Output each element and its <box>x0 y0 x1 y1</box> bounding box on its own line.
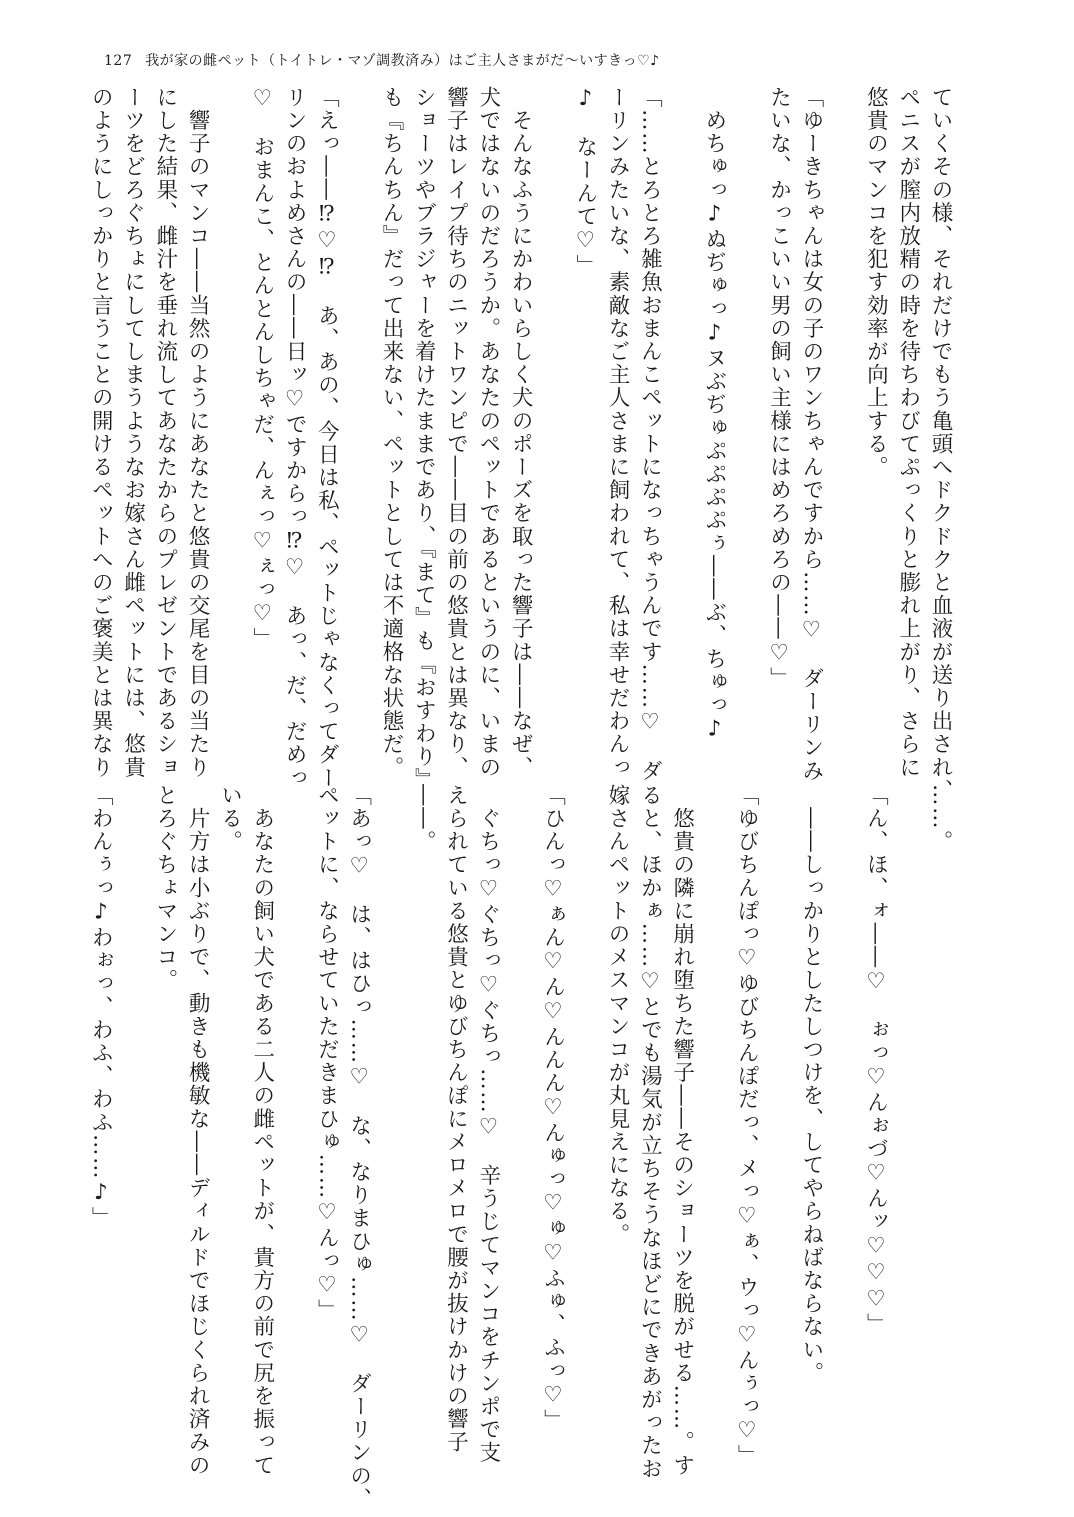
text-line <box>568 784 600 1494</box>
text-line: ♡ おまんこ、とんとんしちゃだ、んぇっ♡ぇっ♡」 <box>249 86 275 651</box>
text-line: 「えっ――⁉♡⁉ あ、あの、今日は私、ペットじゃなくってダー <box>314 86 340 790</box>
text-line: いる。 <box>217 784 243 854</box>
text-line: 片方は小ぶりで、動きも機敏な――ディルドでほじくられ済みの <box>185 784 211 1477</box>
text-line <box>116 784 148 1494</box>
text-line: 「ゆびちんぽっ♡ゆびちんぽだっ、メっ♡ぁ、ウっ♡んぅっ♡」 <box>734 784 760 1468</box>
text-line <box>278 784 310 1494</box>
text-line: めちゅっ♪ぬぢゅっ♪ヌぶぢゅぷぷぷぷぅ――ぶ、ちゅっ♪ <box>701 86 727 744</box>
text-line <box>827 86 859 726</box>
text-block-bottom <box>84 784 956 1511</box>
text-line: ――。 <box>411 784 437 854</box>
running-header <box>104 50 660 70</box>
text-line: のようにしっかりと言うことの開けるペットへのご褒美とは異なり <box>88 86 114 779</box>
text-line: ていくその様、それだけでもう亀頭へドクドクと血液が送り出され、 <box>928 86 953 803</box>
text-line: 「あっ♡ は、はひっ……♡ な、なりまひゅ……♡ ダーリンの、 <box>346 784 372 1511</box>
text-line <box>504 784 536 1494</box>
text-line: ーツをどろぐちょにしてしまうようなお嫁さん雌ペットには、悠貴 <box>120 86 146 779</box>
text-line: えられている悠貴とゆびちんぽにメロメロで腰が抜けかけの響子 <box>443 784 469 1454</box>
text-line <box>762 784 794 1494</box>
text-line <box>375 784 407 1494</box>
text-line: そんなふうにかわいらしく犬のポーズを取った響子は――なぜ、 <box>508 86 534 779</box>
text-line: 「……とろとろ雑魚おまんこペットになっちゃうんです……♡ ダ <box>637 86 663 783</box>
text-line: 「ひんっ♡ぁん♡ん♡んんん♡んゅっ♡ゅ♡ふゅ、ふっ♡」 <box>540 784 566 1433</box>
text-line: 響子はレイプ待ちのニットワンピで――目の前の悠貴とは異なり、 <box>443 86 469 779</box>
text-line: ペニスが膣内放精の時を待ちわびてぷっくりと膨れ上がり、さらに <box>895 86 921 779</box>
text-line: 犬ではないのだろうか。あなたのペットであるというのに、いまの <box>475 86 501 779</box>
text-line: にした結果、雌汁を垂れ流してあなたからのプレゼントであるショ <box>152 86 178 779</box>
text-line: リンのおよめさんの――日ッ♡ですからっ⁉♡ あっ、だ、だめっ <box>282 86 308 790</box>
text-block-top <box>84 86 956 803</box>
text-line <box>342 86 374 726</box>
text-line <box>730 86 762 726</box>
text-line: ると、ほかぁ……♡とでも湯気が立ちそうなほどにできあがったお <box>637 784 663 1481</box>
text-line: ♪ なーんて♡」 <box>572 86 598 278</box>
text-line: ーリンみたいな、素敵なご主人さまに飼われて、私は幸せだわんっ <box>605 86 631 779</box>
text-line <box>698 784 730 1494</box>
text-line: 「ん、ほ、ォ――♡ ぉっ♡んぉづ♡んッ♡♡♡」 <box>863 784 889 1337</box>
text-line <box>827 784 859 1494</box>
text-line: 悠貴のマンコを犯す効率が向上する。 <box>863 86 889 479</box>
text-line: ペットに、ならせていただきまひゅ……♡んっ♡」 <box>314 784 340 1323</box>
page-number: 127 <box>104 53 133 69</box>
book-title: 我が家の雌ペット（トイトレ・マゾ調教済み）はご主人さまがだ～いすきっ♡♪ <box>145 53 660 69</box>
text-line <box>536 86 568 726</box>
text-line <box>213 86 245 726</box>
text-line: たいな、かっこいい男の飼い主様にはめろめろの――♡」 <box>766 86 792 691</box>
text-line: あなたの飼い犬である二人の雌ペットが、貴方の前で尻を振って <box>249 784 275 1477</box>
text-line: 響子のマンコ――当然のようにあなたと悠貴の交尾を目の当たり <box>185 86 211 779</box>
text-line: 悠貴の隣に崩れ堕ちた響子――そのショーツを脱がせる……。す <box>669 784 695 1477</box>
text-line: 「わんぅっ♪わぉっ、わふ、わふ……♪」 <box>88 784 114 1230</box>
text-line: 嫁さんペットのメスマンコが丸見えになる。 <box>605 784 631 1246</box>
text-line: ぐちっ♡ぐちっ♡ぐちっ……♡ 辛うじてマンコをチンポで支 <box>475 784 501 1465</box>
text-line <box>891 784 923 1494</box>
text-line: とろぐちょマンコ。 <box>152 784 178 992</box>
text-line: 「ゆーきちゃんは女の子のワンちゃんですから……♡ ダーリンみ <box>798 86 824 783</box>
text-line: ショーツやブラジャーを着けたままであり、『まて』も『おすわり』 <box>411 86 437 792</box>
text-line: ――しっかりとしたしつけを、してやらねばならない。 <box>798 784 824 1385</box>
text-line: も『ちんちん』だって出来ない、ペットとしては不適格な状態だ。 <box>378 86 404 779</box>
text-line <box>665 86 697 726</box>
text-line: ……。 <box>928 784 953 854</box>
